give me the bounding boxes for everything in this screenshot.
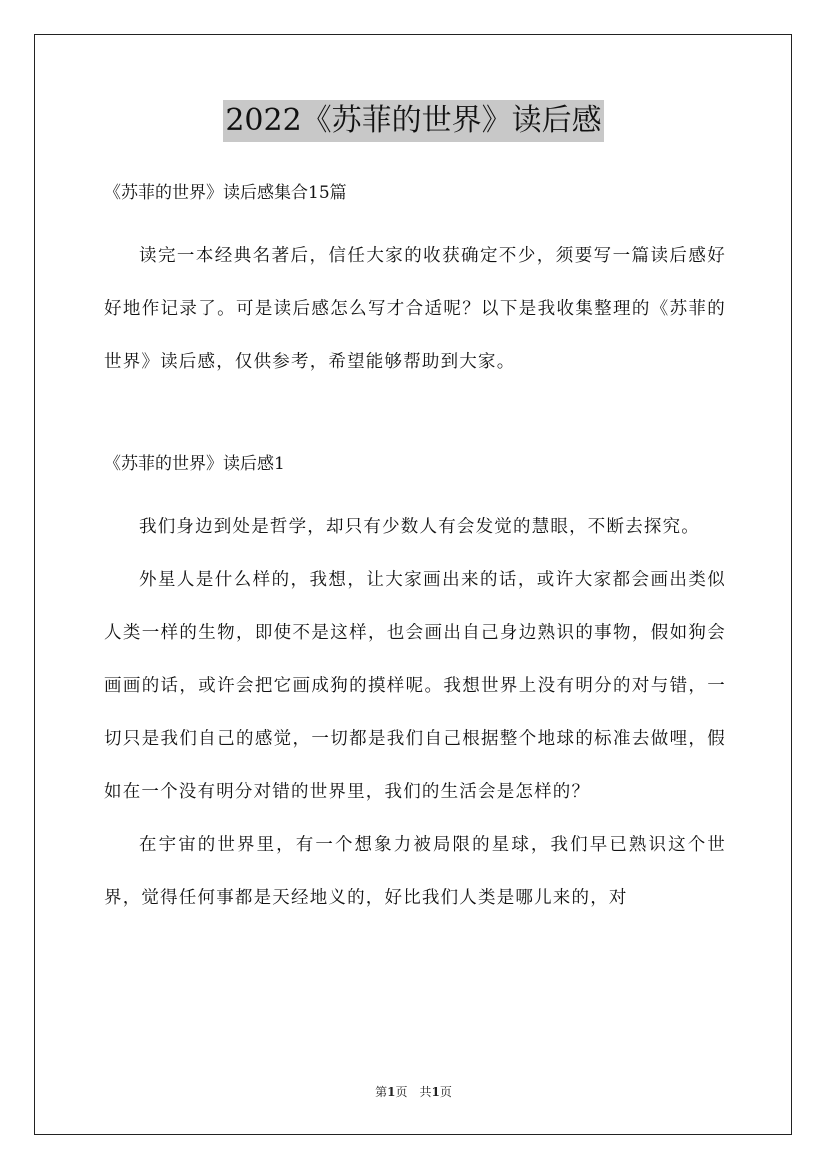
document-subtitle: 《苏菲的世界》读后感集合15篇	[104, 183, 347, 203]
body-paragraph: 我们身边到处是哲学，却只有少数人有会发觉的慧眼，不断去探究。	[139, 517, 700, 537]
page-mid: 页 共	[395, 1085, 432, 1099]
title-container	[0, 100, 827, 142]
page-footer	[0, 1084, 827, 1100]
section-heading: 《苏菲的世界》读后感1	[104, 454, 285, 474]
page-prefix: 第	[375, 1085, 388, 1099]
spacer	[104, 481, 726, 501]
intro-paragraph: 读完一本经典名著后，信任大家的收获确定不少，须要写一篇读后感好好地作记录了。可是读后感怎么写才合适呢？以下是我收集整理的《苏菲的世界》读后感，仅供参考，希望能够帮助到大家。	[104, 246, 726, 372]
spacer	[104, 210, 726, 230]
page-total: 1	[431, 1085, 440, 1099]
page-current: 1	[387, 1085, 396, 1099]
body-paragraph: 外星人是什么样的，我想，让大家画出来的话，或许大家都会画出类似人类一样的生物，即使不是这样，也会画出自己身边熟识的事物，假如狗会画画的话，或许会把它画成狗的摸样呢。我想世界上没有明分的对与错，一切只是我们自己的感觉，一切都是我们自己根据整个地球的标准去做哩，假如在一个没有明分对错的世界里，我们的生活会是怎样的？	[104, 570, 726, 802]
page-suffix: 页	[439, 1085, 452, 1099]
document-title: 2022《苏菲的世界》读后感	[223, 100, 603, 142]
body-paragraph: 在宇宙的世界里，有一个想象力被局限的星球，我们早已熟识这个世界，觉得任何事都是天经地义的，好比我们人类是哪儿来的，对	[104, 835, 726, 908]
spacer	[104, 389, 726, 447]
document-body	[104, 176, 726, 925]
